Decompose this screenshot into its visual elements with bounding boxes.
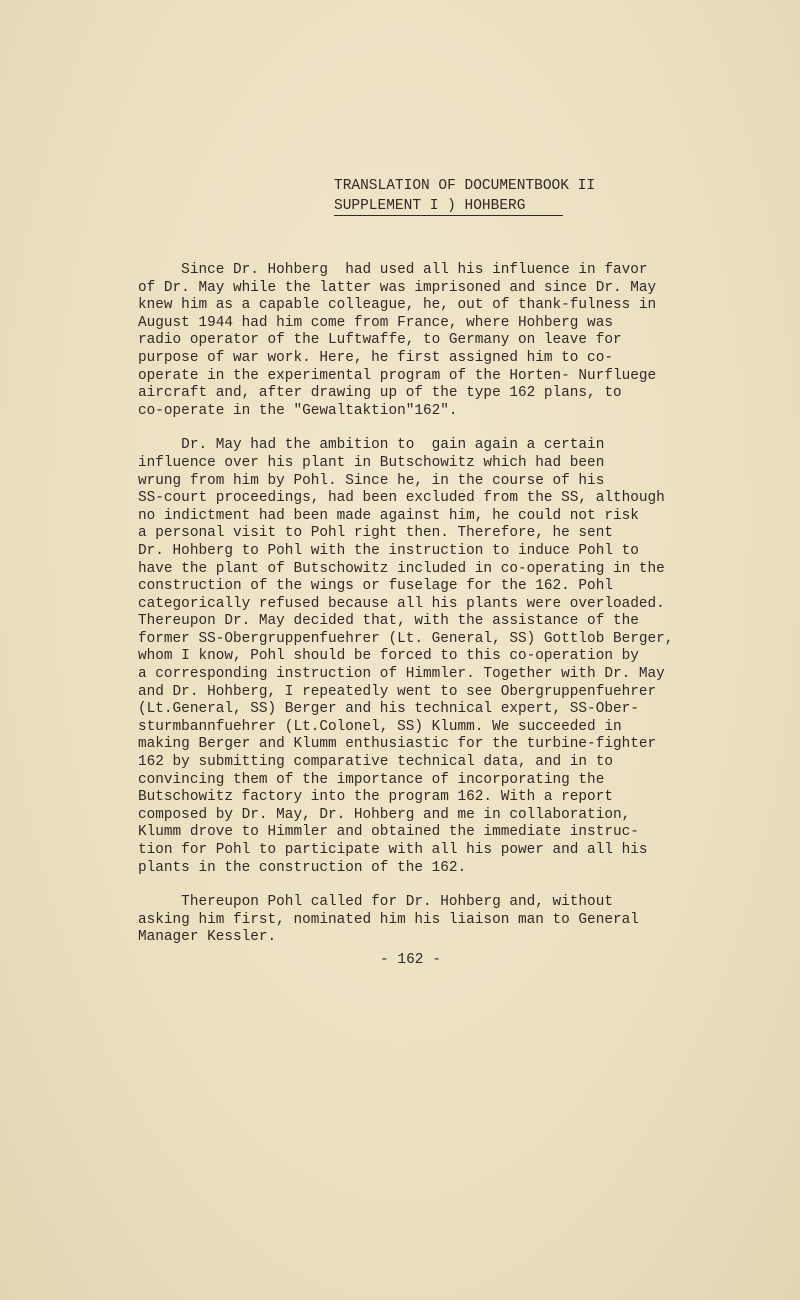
text-line: plants in the construction of the 162. [138,859,467,876]
text-line: Butschowitz factory into the program 162. With a report [138,789,613,806]
paragraph-2 [138,437,674,877]
text-line: no indictment had been made against him, he could not risk [138,507,639,524]
text-line: convincing them of the importance of incorporating the [138,771,605,788]
text-line: categorically refused because all his plants were overloaded. [138,595,665,612]
text-line: Thereupon Dr. May decided that, with the assistance of the [138,613,639,630]
text-line: operate in the experimental program of the Horten- Nurfluege [138,367,657,384]
text-line: a corresponding instruction of Himmler. Together with Dr. May [138,666,665,683]
text-line: tion for Pohl to participate with all his power and all his [138,842,648,858]
text-line: Since Dr. Hohberg had used all his influence in favor [138,262,648,278]
text-line: Dr. Hohberg to Pohl with the instruction to induce Pohl to [138,542,639,559]
text-line: radio operator of the Luftwaffe, to Germany on leave for [138,332,622,349]
text-line: have the plant of Butschowitz included in co-operating in the [138,560,665,577]
text-line: aircraft and, after drawing up of the type 162 plans, to [138,385,622,402]
text-line: asking him first, nominated him his liaison man to General [138,911,639,928]
text-line: and Dr. Hohberg, I repeatedly went to see Obergruppenfuehrer [138,683,657,700]
text-line: making Berger and Klumm enthusiastic for the turbine-fighter [138,736,657,753]
paragraph-3 [138,894,663,947]
text-line: Manager Kessler. [138,929,277,946]
text-line: of Dr. May while the latter was imprisoned and since Dr. May [138,279,657,296]
text-line: composed by Dr. May, Dr. Hohberg and me in collaboration, [138,806,631,823]
text-line: Dr. May had the ambition to gain again a certain [138,437,605,454]
text-line: knew him as a capable colleague, he, out of thank-fulness in [138,297,657,314]
page-number: - 162 - [380,952,441,968]
text-line: (Lt.General, SS) Berger and his technical expert, SS-Ober- [138,701,639,718]
text-line: 162 by submitting comparative technical data, and in to [138,754,613,771]
text-line: purpose of war work. Here, he first assigned him to co- [138,349,613,366]
text-line: Klumm drove to Himmler and obtained the immediate instruc- [138,824,639,841]
text-line: whom I know, Pohl should be forced to this co-operation by [138,648,639,665]
text-line: sturmbannfuehrer (Lt.Colonel, SS) Klumm. We succeeded in [138,718,622,735]
text-line: SS-court proceedings, had been excluded from the SS, although [138,490,665,507]
paragraph-1 [138,262,663,420]
text-line: co-operate in the "Gewaltaktion"162". [138,402,458,419]
text-line: former SS-Obergruppenfuehrer (Lt. General, SS) Gottlob Berger, [138,630,674,647]
text-line: a personal visit to Pohl right then. Therefore, he sent [138,525,613,542]
text-line: influence over his plant in Butschowitz which had been [138,454,605,471]
text-line: wrung from him by Pohl. Since he, in the course of his [138,472,605,489]
text-line: Thereupon Pohl called for Dr. Hohberg and, without [138,894,613,911]
heading-subtitle: SUPPLEMENT I ) HOHBERG [334,198,563,216]
document-body [138,262,674,947]
text-line: construction of the wings or fuselage for the 162. Pohl [138,578,613,595]
text-line: August 1944 had him come from France, where Hohberg was [138,314,613,331]
heading-title: TRANSLATION OF DOCUMENTBOOK II [334,178,596,194]
document-heading [334,176,595,216]
